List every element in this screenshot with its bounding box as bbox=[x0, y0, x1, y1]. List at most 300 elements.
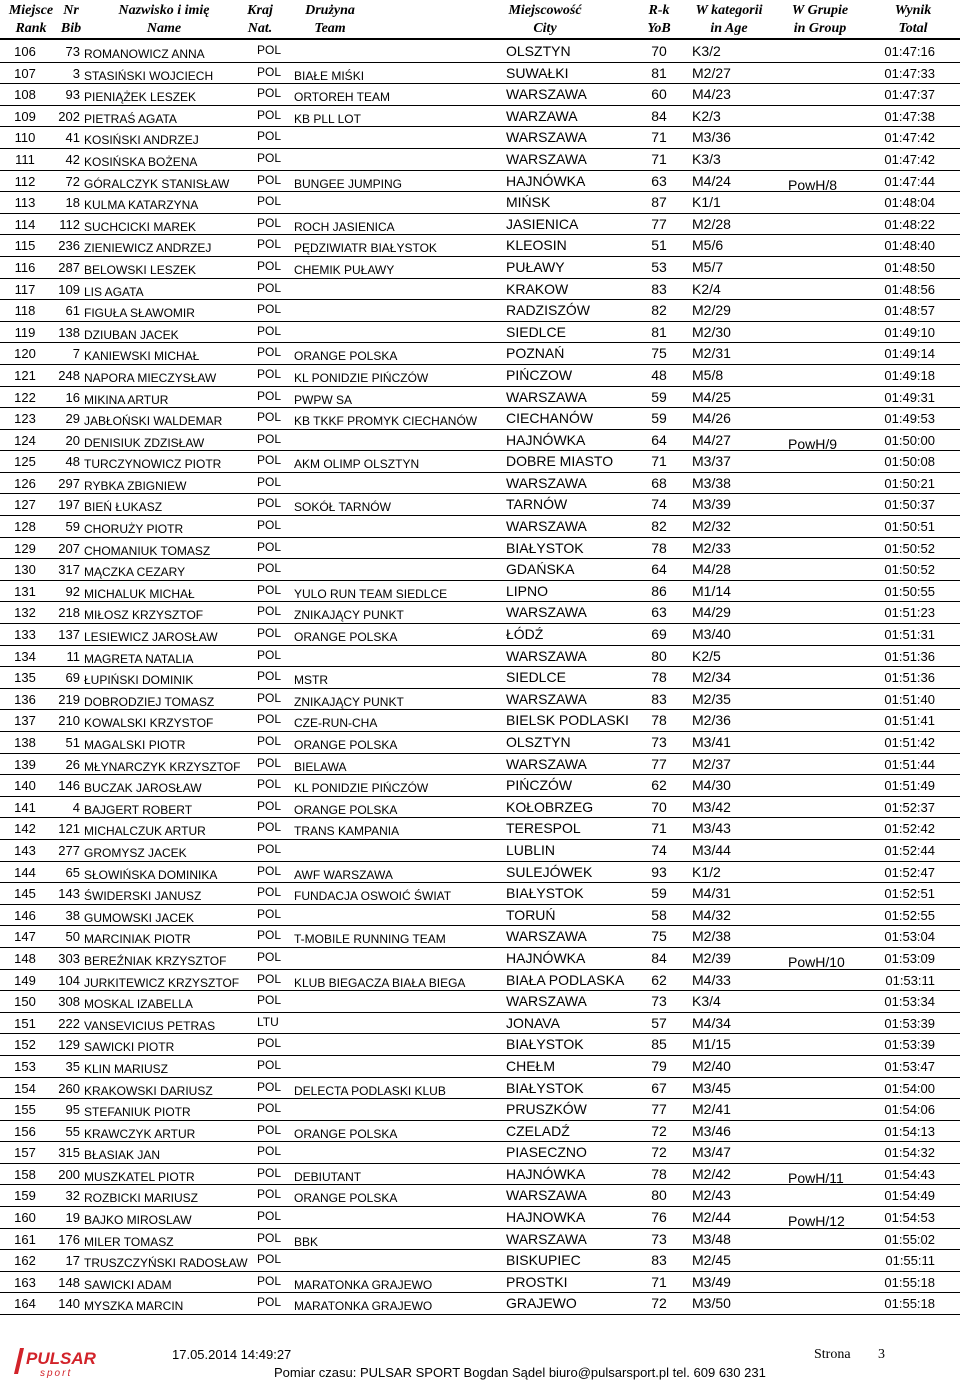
bib-cell: 26 bbox=[65, 756, 80, 772]
table-row bbox=[0, 1013, 960, 1035]
table-row bbox=[0, 214, 960, 236]
team-cell: KB PLL LOT bbox=[294, 111, 361, 126]
nationality-cell: POL bbox=[257, 323, 282, 338]
header-divider bbox=[0, 38, 960, 40]
city-cell: SULEJÓWEK bbox=[506, 863, 593, 880]
rank-cell: 142 bbox=[14, 821, 36, 837]
bib-cell: 148 bbox=[58, 1274, 80, 1290]
nationality-cell: POL bbox=[257, 410, 282, 425]
nationality-cell: POL bbox=[257, 539, 282, 554]
table-row bbox=[0, 710, 960, 732]
bib-cell: 51 bbox=[65, 735, 80, 750]
table-row bbox=[0, 257, 960, 279]
bib-cell: 69 bbox=[65, 670, 80, 686]
bib-cell: 93 bbox=[65, 87, 80, 103]
nationality-cell: POL bbox=[257, 431, 282, 446]
nationality-cell: POL bbox=[257, 669, 282, 684]
city-cell: LIPNO bbox=[506, 582, 549, 599]
year-of-birth-cell: 63 bbox=[651, 172, 667, 189]
rank-cell: 144 bbox=[14, 864, 36, 880]
rank-cell: 150 bbox=[14, 994, 36, 1010]
total-time-cell: 01:47:33 bbox=[884, 65, 935, 81]
header-rank: Miejsce Rank bbox=[8, 3, 54, 36]
city-cell: KOŁOBRZEG bbox=[506, 798, 594, 815]
year-of-birth-cell: 72 bbox=[651, 1295, 667, 1312]
name-cell: TRUSZCZYŃSKI RADOSŁAW bbox=[84, 1256, 248, 1271]
city-cell: JONAVA bbox=[506, 1014, 560, 1031]
bib-cell: 32 bbox=[65, 1188, 80, 1204]
age-category-cell: M4/27 bbox=[692, 431, 731, 448]
table-row bbox=[0, 1056, 960, 1078]
bib-cell: 248 bbox=[58, 367, 80, 383]
age-category-cell: M2/40 bbox=[692, 1057, 731, 1074]
bib-cell: 20 bbox=[65, 432, 80, 448]
group-cell: PowH/9 bbox=[788, 435, 838, 452]
age-category-cell: M3/46 bbox=[692, 1122, 731, 1139]
age-category-cell: M2/37 bbox=[692, 755, 731, 772]
age-category-cell: M3/38 bbox=[692, 474, 731, 491]
city-cell: GDAŃSKA bbox=[506, 561, 575, 578]
total-time-cell: 01:47:16 bbox=[884, 44, 935, 59]
nationality-cell: POL bbox=[257, 86, 282, 101]
nationality-cell: POL bbox=[257, 518, 282, 533]
total-time-cell: 01:55:18 bbox=[884, 1274, 935, 1290]
year-of-birth-cell: 93 bbox=[651, 863, 667, 880]
rank-cell: 137 bbox=[14, 713, 36, 729]
nationality-cell: POL bbox=[257, 885, 282, 900]
table-row bbox=[0, 818, 960, 840]
rank-cell: 117 bbox=[14, 281, 36, 297]
name-cell: MAGRETA NATALIA bbox=[84, 651, 194, 666]
rank-cell: 111 bbox=[15, 151, 35, 167]
total-time-cell: 01:50:52 bbox=[884, 562, 935, 578]
rank-cell: 132 bbox=[14, 605, 36, 621]
nationality-cell: POL bbox=[257, 690, 282, 705]
header-team: Drużyna Team bbox=[305, 3, 355, 36]
rank-cell: 123 bbox=[14, 411, 36, 427]
total-time-cell: 01:48:56 bbox=[884, 281, 935, 297]
city-cell: WARSZAWA bbox=[506, 518, 587, 535]
name-cell: MYSZKA MARCIN bbox=[84, 1299, 184, 1314]
city-cell: BIAŁYSTOK bbox=[506, 1036, 584, 1053]
total-time-cell: 01:49:53 bbox=[884, 411, 935, 427]
team-cell: ORANGE POLSKA bbox=[294, 349, 398, 364]
city-cell: HAJNÓWKA bbox=[506, 172, 586, 189]
nationality-cell: POL bbox=[257, 1057, 282, 1072]
team-cell: T-MOBILE RUNNING TEAM bbox=[294, 932, 446, 947]
city-cell: BIAŁYSTOK bbox=[506, 539, 584, 556]
rank-cell: 135 bbox=[14, 670, 36, 686]
total-time-cell: 01:52:37 bbox=[884, 799, 935, 815]
total-time-cell: 01:49:18 bbox=[884, 367, 935, 383]
year-of-birth-cell: 60 bbox=[651, 86, 667, 103]
city-cell: WARSZAWA bbox=[506, 1187, 587, 1204]
rank-cell: 133 bbox=[14, 627, 36, 643]
table-row bbox=[0, 387, 960, 409]
nationality-cell: POL bbox=[257, 1144, 282, 1159]
year-of-birth-cell: 87 bbox=[651, 194, 667, 211]
bib-cell: 138 bbox=[58, 324, 80, 340]
city-cell: BIAŁA PODLASKA bbox=[506, 971, 625, 988]
bib-cell: 61 bbox=[65, 303, 80, 319]
total-time-cell: 01:47:42 bbox=[884, 151, 935, 167]
rank-cell: 147 bbox=[14, 929, 36, 945]
nationality-cell: POL bbox=[257, 971, 282, 986]
city-cell: CHEŁM bbox=[506, 1057, 556, 1074]
bib-cell: 222 bbox=[58, 1015, 80, 1031]
bib-cell: 219 bbox=[58, 691, 80, 707]
nationality-cell: POL bbox=[257, 150, 282, 165]
year-of-birth-cell: 73 bbox=[651, 734, 667, 750]
team-cell: TRANS KAMPANIA bbox=[294, 824, 400, 839]
name-cell: FIGUŁA SŁAWOMIR bbox=[84, 306, 195, 321]
age-category-cell: M4/24 bbox=[692, 172, 731, 189]
nationality-cell: POL bbox=[257, 1273, 282, 1288]
nationality-cell: POL bbox=[257, 43, 282, 57]
team-cell: CHEMIK PUŁAWY bbox=[294, 262, 395, 277]
city-cell: WARSZAWA bbox=[506, 1230, 587, 1247]
rank-cell: 134 bbox=[14, 648, 36, 664]
rank-cell: 125 bbox=[14, 454, 36, 470]
header-name: Nazwisko i imię Name bbox=[118, 3, 210, 36]
team-cell: YULO RUN TEAM SIEDLCE bbox=[294, 586, 448, 601]
name-cell: TURCZYNOWICZ PIOTR bbox=[84, 457, 222, 472]
year-of-birth-cell: 71 bbox=[651, 150, 667, 167]
age-category-cell: M2/45 bbox=[692, 1252, 731, 1269]
group-cell: PowH/12 bbox=[788, 1213, 845, 1230]
team-cell: BIELAWA bbox=[294, 759, 347, 774]
nationality-cell: POL bbox=[257, 777, 282, 792]
name-cell: VANSEVICIUS PETRAS bbox=[84, 1018, 216, 1033]
age-category-cell: M2/27 bbox=[692, 64, 731, 81]
table-row bbox=[0, 905, 960, 927]
name-cell: ŁUPIŃSKI DOMINIK bbox=[84, 673, 194, 688]
age-category-cell: K1/2 bbox=[692, 863, 721, 880]
total-time-cell: 01:50:37 bbox=[884, 497, 935, 513]
group-cell: PowH/11 bbox=[788, 1169, 844, 1186]
year-of-birth-cell: 69 bbox=[651, 626, 667, 643]
year-of-birth-cell: 74 bbox=[651, 841, 667, 858]
city-cell: KRAKOW bbox=[506, 280, 569, 297]
name-cell: KLIN MARIUSZ bbox=[84, 1061, 169, 1076]
table-row bbox=[0, 1099, 960, 1121]
city-cell: TARNÓW bbox=[506, 496, 568, 513]
year-of-birth-cell: 84 bbox=[651, 107, 667, 124]
team-cell: KLUB BIEGACZA BIAŁA BIEGA bbox=[294, 975, 466, 990]
name-cell: KRAKOWSKI DARIUSZ bbox=[84, 1083, 213, 1098]
age-category-cell: M2/42 bbox=[692, 1165, 731, 1182]
age-category-cell: M2/31 bbox=[692, 345, 731, 362]
rank-cell: 153 bbox=[14, 1058, 36, 1074]
total-time-cell: 01:51:40 bbox=[884, 691, 935, 707]
team-cell: ORANGE POLSKA bbox=[294, 802, 398, 817]
year-of-birth-cell: 83 bbox=[651, 1252, 667, 1269]
city-cell: WARSZAWA bbox=[506, 388, 587, 405]
rank-cell: 128 bbox=[14, 519, 36, 535]
group-cell: PowH/10 bbox=[788, 953, 845, 970]
nationality-cell: POL bbox=[257, 647, 282, 662]
city-cell: OLSZTYN bbox=[506, 734, 571, 750]
age-category-cell: M2/34 bbox=[692, 669, 731, 686]
name-cell: KANIEWSKI MICHAŁ bbox=[84, 349, 200, 364]
timing-credit: Pomiar czasu: PULSAR SPORT Bogdan Sądel biuro@pulsarsport.pl tel. 609 630 231 bbox=[274, 1365, 766, 1380]
age-category-cell: M2/28 bbox=[692, 215, 731, 232]
table-row bbox=[0, 797, 960, 819]
city-cell: SUWAŁKI bbox=[506, 64, 569, 81]
rank-cell: 106 bbox=[14, 44, 36, 59]
age-category-cell: M4/28 bbox=[692, 561, 731, 578]
bib-cell: 236 bbox=[58, 238, 80, 254]
age-category-cell: M3/49 bbox=[692, 1273, 731, 1290]
bib-cell: 41 bbox=[65, 130, 80, 146]
year-of-birth-cell: 70 bbox=[651, 43, 667, 59]
table-row bbox=[0, 538, 960, 560]
year-of-birth-cell: 78 bbox=[651, 1165, 667, 1182]
city-cell: ŁÓDŹ bbox=[506, 626, 544, 643]
age-category-cell: M4/23 bbox=[692, 86, 731, 103]
year-of-birth-cell: 71 bbox=[651, 820, 667, 837]
bib-cell: 176 bbox=[58, 1231, 80, 1247]
rank-cell: 122 bbox=[14, 389, 36, 405]
table-row bbox=[0, 1034, 960, 1056]
team-cell: ROCH JASIENICA bbox=[294, 219, 395, 234]
name-cell: KULMA KATARZYNA bbox=[84, 198, 199, 213]
rank-cell: 131 bbox=[14, 583, 36, 599]
total-time-cell: 01:51:44 bbox=[884, 756, 935, 772]
nationality-cell: POL bbox=[257, 755, 282, 770]
name-cell: STASIŃSKI WOJCIECH bbox=[84, 68, 214, 83]
table-row bbox=[0, 408, 960, 430]
name-cell: MIKINA ARTUR bbox=[84, 392, 169, 407]
table-row bbox=[0, 1121, 960, 1143]
total-time-cell: 01:52:42 bbox=[884, 821, 935, 837]
nationality-cell: POL bbox=[257, 561, 282, 576]
nationality-cell: POL bbox=[257, 1230, 282, 1245]
name-cell: ZIENIEWICZ ANDRZEJ bbox=[84, 241, 212, 256]
age-category-cell: K2/3 bbox=[692, 107, 721, 124]
year-of-birth-cell: 77 bbox=[651, 755, 667, 772]
team-cell: DELECTA PODLASKI KLUB bbox=[294, 1083, 446, 1098]
table-row bbox=[0, 235, 960, 257]
rank-cell: 159 bbox=[14, 1188, 36, 1204]
total-time-cell: 01:48:04 bbox=[884, 195, 935, 211]
nationality-cell: POL bbox=[257, 820, 282, 835]
rank-cell: 126 bbox=[14, 475, 36, 491]
city-cell: TORUŃ bbox=[506, 906, 556, 923]
bib-cell: 35 bbox=[65, 1058, 80, 1074]
nationality-cell: POL bbox=[257, 906, 282, 921]
bib-cell: 112 bbox=[59, 216, 80, 232]
year-of-birth-cell: 62 bbox=[651, 971, 667, 988]
bib-cell: 73 bbox=[65, 44, 80, 59]
header-nat: Kraj Nat. bbox=[247, 3, 273, 36]
rank-cell: 112 bbox=[14, 173, 36, 189]
year-of-birth-cell: 51 bbox=[651, 237, 667, 254]
bib-cell: 29 bbox=[65, 411, 80, 427]
table-row bbox=[0, 948, 960, 970]
table-row bbox=[0, 84, 960, 106]
table-row bbox=[0, 494, 960, 516]
table-row bbox=[0, 171, 960, 193]
total-time-cell: 01:50:55 bbox=[884, 583, 935, 599]
nationality-cell: POL bbox=[257, 1252, 282, 1267]
table-row bbox=[0, 667, 960, 689]
name-cell: MICHALUK MICHAŁ bbox=[84, 586, 195, 601]
age-category-cell: M2/29 bbox=[692, 302, 731, 319]
nationality-cell: POL bbox=[257, 453, 282, 468]
table-row bbox=[0, 689, 960, 711]
table-row bbox=[0, 1142, 960, 1164]
nationality-cell: POL bbox=[257, 712, 282, 727]
total-time-cell: 01:53:39 bbox=[884, 1037, 935, 1053]
name-cell: CHOMANIUK TOMASZ bbox=[84, 543, 211, 558]
year-of-birth-cell: 80 bbox=[651, 1187, 667, 1204]
city-cell: BIAŁYSTOK bbox=[506, 1079, 584, 1096]
table-row bbox=[0, 343, 960, 365]
table-row bbox=[0, 1250, 960, 1272]
year-of-birth-cell: 83 bbox=[651, 280, 667, 297]
total-time-cell: 01:51:31 bbox=[884, 627, 935, 643]
table-row bbox=[0, 63, 960, 85]
header-city: Miejscowość City bbox=[508, 3, 582, 36]
total-time-cell: 01:52:44 bbox=[884, 842, 935, 858]
year-of-birth-cell: 73 bbox=[651, 993, 667, 1010]
table-row bbox=[0, 41, 960, 63]
name-cell: JURKITEWICZ KRZYSZTOF bbox=[84, 975, 240, 990]
rank-cell: 138 bbox=[14, 735, 36, 750]
table-row bbox=[0, 106, 960, 128]
rank-cell: 160 bbox=[14, 1210, 36, 1226]
year-of-birth-cell: 80 bbox=[651, 647, 667, 664]
nationality-cell: POL bbox=[257, 107, 282, 122]
nationality-cell: POL bbox=[257, 129, 282, 144]
total-time-cell: 01:47:38 bbox=[884, 108, 935, 124]
age-category-cell: M3/39 bbox=[692, 496, 731, 513]
nationality-cell: POL bbox=[257, 1036, 282, 1051]
year-of-birth-cell: 78 bbox=[651, 539, 667, 556]
team-cell: BBK bbox=[294, 1234, 319, 1249]
age-category-cell: M2/44 bbox=[692, 1209, 731, 1226]
team-cell: ZNIKAJĄCY PUNKT bbox=[294, 608, 404, 623]
age-category-cell: M4/31 bbox=[692, 885, 731, 902]
table-row bbox=[0, 1164, 960, 1186]
nationality-cell: POL bbox=[257, 582, 282, 597]
city-cell: KLEOSIN bbox=[506, 237, 567, 254]
name-cell: MUSZKATEL PIOTR bbox=[84, 1169, 195, 1184]
nationality-cell: POL bbox=[257, 194, 282, 209]
year-of-birth-cell: 59 bbox=[651, 410, 667, 427]
rank-cell: 155 bbox=[14, 1102, 36, 1118]
team-cell: DEBIUTANT bbox=[294, 1169, 362, 1184]
age-category-cell: M4/25 bbox=[692, 388, 731, 405]
city-cell: SIEDLCE bbox=[506, 669, 566, 686]
table-row bbox=[0, 732, 960, 754]
bib-cell: 59 bbox=[65, 519, 80, 535]
team-cell: MARATONKA GRAJEWO bbox=[294, 1277, 433, 1292]
age-category-cell: K2/4 bbox=[692, 280, 721, 297]
bib-cell: 50 bbox=[65, 929, 80, 945]
table-row bbox=[0, 1185, 960, 1207]
rank-cell: 152 bbox=[14, 1037, 36, 1053]
team-cell: AWF WARSZAWA bbox=[294, 867, 393, 882]
bib-cell: 317 bbox=[58, 562, 80, 578]
total-time-cell: 01:54:43 bbox=[884, 1166, 935, 1182]
table-row bbox=[0, 192, 960, 214]
age-category-cell: M2/33 bbox=[692, 539, 731, 556]
name-cell: MAGALSKI PIOTR bbox=[84, 738, 186, 752]
city-cell: WARSZAWA bbox=[506, 993, 587, 1010]
city-cell: PUŁAWY bbox=[506, 258, 565, 275]
year-of-birth-cell: 71 bbox=[651, 129, 667, 146]
year-of-birth-cell: 48 bbox=[651, 366, 667, 383]
age-category-cell: M1/14 bbox=[692, 582, 731, 599]
table-row bbox=[0, 775, 960, 797]
nationality-cell: POL bbox=[257, 1209, 282, 1224]
name-cell: RYBKA ZBIGNIEW bbox=[84, 478, 187, 493]
name-cell: ŚWIDERSKI JANUSZ bbox=[84, 889, 202, 904]
rank-cell: 158 bbox=[14, 1166, 36, 1182]
table-row bbox=[0, 970, 960, 992]
total-time-cell: 01:50:00 bbox=[884, 432, 935, 448]
table-row bbox=[0, 1272, 960, 1294]
year-of-birth-cell: 73 bbox=[651, 1230, 667, 1247]
year-of-birth-cell: 58 bbox=[651, 906, 667, 923]
year-of-birth-cell: 79 bbox=[651, 1057, 667, 1074]
name-cell: DENISIUK ZDZISŁAW bbox=[84, 435, 205, 450]
city-cell: PROSTKI bbox=[506, 1273, 568, 1290]
bib-cell: 287 bbox=[58, 259, 80, 275]
nationality-cell: POL bbox=[257, 604, 282, 619]
name-cell: MARCINIAK PIOTR bbox=[84, 932, 191, 947]
age-category-cell: M2/39 bbox=[692, 949, 731, 966]
rank-cell: 109 bbox=[14, 108, 36, 124]
age-category-cell: M2/41 bbox=[692, 1101, 731, 1118]
year-of-birth-cell: 82 bbox=[651, 302, 667, 319]
team-cell: MSTR bbox=[294, 673, 328, 688]
name-cell: PIETRAŚ AGATA bbox=[84, 111, 177, 126]
total-time-cell: 01:53:47 bbox=[884, 1058, 935, 1074]
bib-cell: 95 bbox=[65, 1102, 80, 1118]
rank-cell: 136 bbox=[14, 691, 36, 707]
age-category-cell: M2/43 bbox=[692, 1187, 731, 1204]
city-cell: WARSZAWA bbox=[506, 755, 587, 772]
total-time-cell: 01:53:39 bbox=[884, 1015, 935, 1031]
city-cell: PIŃCZOW bbox=[506, 366, 573, 383]
year-of-birth-cell: 64 bbox=[651, 431, 667, 448]
total-time-cell: 01:51:23 bbox=[884, 605, 935, 621]
table-row bbox=[0, 430, 960, 452]
city-cell: WARSZAWA bbox=[506, 690, 587, 707]
total-time-cell: 01:50:08 bbox=[884, 454, 935, 470]
name-cell: BIEŃ ŁUKASZ bbox=[84, 500, 163, 515]
year-of-birth-cell: 59 bbox=[651, 388, 667, 405]
bib-cell: 4 bbox=[72, 799, 80, 815]
rank-cell: 148 bbox=[14, 950, 36, 966]
team-cell: BIAŁE MIŚKI bbox=[294, 68, 365, 83]
age-category-cell: M3/50 bbox=[692, 1295, 731, 1312]
rank-cell: 108 bbox=[14, 87, 36, 103]
name-cell: ROMANOWICZ ANNA bbox=[84, 47, 205, 61]
rank-cell: 114 bbox=[14, 216, 36, 232]
year-of-birth-cell: 70 bbox=[651, 798, 667, 815]
table-row bbox=[0, 1078, 960, 1100]
total-time-cell: 01:52:47 bbox=[884, 864, 935, 880]
nationality-cell: POL bbox=[257, 841, 282, 856]
group-cell: PowH/8 bbox=[788, 176, 838, 193]
bib-cell: 197 bbox=[58, 497, 80, 513]
name-cell: GROMYSZ JACEK bbox=[84, 845, 187, 860]
total-time-cell: 01:50:51 bbox=[884, 519, 935, 535]
